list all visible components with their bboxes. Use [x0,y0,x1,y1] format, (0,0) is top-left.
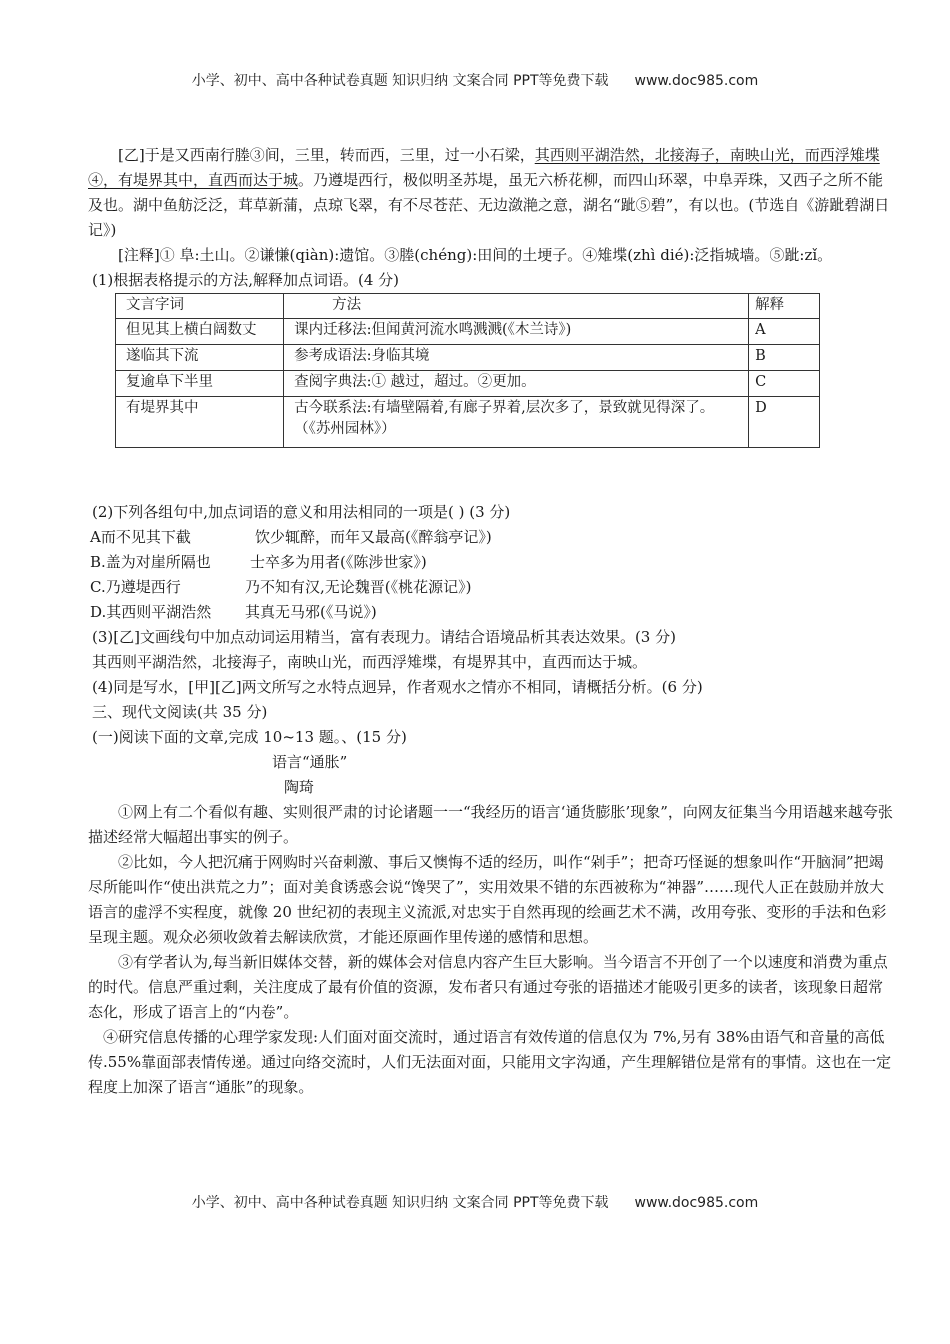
q2-options [88,525,894,625]
option-left: D.其西则平湖浩然 [90,603,212,621]
q4-prompt: (4)同是写水，[甲][乙]两文所写之水特点迥异，作者观水之情亦不相同，请概括分析。(6 分) [92,678,703,696]
q1-prompt: (1)根据表格提示的方法,解释加点词语。(4 分) [92,271,400,289]
option-left: C.乃遵堤西行 [90,578,181,596]
table-cell: C [749,371,820,397]
table-header-cell: 方法 [284,294,749,319]
section-subtitle: (一)阅读下面的文章,完成 10~13 题。、(15 分) [92,728,407,746]
q2-option-a [88,525,894,550]
table-row [116,397,820,448]
table-row [116,371,820,397]
option-left: A而不见其下截 [90,528,191,546]
option-right: 士卒多为用者(《陈涉世家》) [250,553,427,571]
table-row [116,319,820,345]
header-site: www.doc985.com [634,73,759,89]
table-cell: 复逾阜下半里 [116,371,284,397]
article-paragraph: ④研究信息传播的心理学家发现:人们面对面交流时，通过语言有效传道的信息仅为 7%,另有 38%由语气和音量的高低传.55%靠面部表情传递。通过向络交流时，人们无法面对面，只能用文字沟通，产生理解错位是常有的事情。这也在一定程度上加深了语言“通胀”的现象。 [88,1028,892,1096]
table-cell: 查阅字典法:① 越过，超过。②更加。 [284,371,749,397]
table-cell: 课内迁移法:但闻黄河流水鸣溅溅(《木兰诗》) [284,319,749,345]
passage-yi [88,143,894,243]
notes: [注释]① 阜:土山。②谦慊(qiàn):遗馆。③塍(chéng):田间的土埂子。④雉堞(zhì dié):泛指城墙。⑤跐:zǐ。 [118,246,833,264]
option-right: 乃不知有汉,无论魏晋(《桃花源记》) [245,578,472,596]
q2-option-d [88,600,894,625]
article-paragraph: ②比如，今人把沉痛于网购时兴奋刺激、事后又懊悔不适的经历，叫作“剁手”；把奇巧怪诞的想象叫作“开脑洞”把竭尽所能叫作“使出洪荒之力”；面对美食诱惑会说“馋哭了”，实用效果不错的东西被称为“神器”……现代人正在鼓励并放大语言的虚浮不实程度，就像 20 世纪初的表现主义流派,对忠实于自然再现的绘画艺术不满，改用夸张、变形的手法和色彩呈现主题。观众必须收敛着去解读欣赏，才能还原画作里传递的感情和思想。 [88,853,887,946]
q2-option-b [88,550,894,575]
table-cell: 参考成语法:身临其境 [284,345,749,371]
article-author: 陶琦 [284,778,315,796]
q2-option-c [88,575,894,600]
table-cell: 有堤界其中 [116,397,284,448]
article-paragraph: ③有学者认为,每当新旧媒体交替，新的媒体会对信息内容产生巨大影响。当今语言不开创了一个以速度和消费为重点的时代。信息严重过剩，关注度成了最有价值的资源，发布者只有通过夸张的语描述才能吸引更多的读者，该现象日超常态化，形成了语言上的“内卷”。 [88,953,888,1021]
passage-yi-intro: [乙]于是又西南行塍③间，三里，转而西，三里，过一小石梁， [118,146,535,164]
footer-text: 小学、初中、高中各种试卷真题 知识归纳 文案合同 PPT等免费下载 [191,1195,609,1211]
page-header [0,70,950,90]
passage-yi-rest: 。乃遵堤西行，极似明圣苏堤，虽无六桥花柳，而四山环翠，中阜弄珠，又西子之所不能及也。湖中鱼舫泛泛，茸草新蒲，点琼飞翠，有不尽苍茫、无边潋滟之意，湖名“跐⑤碧”，有以也。(节选自《游跐碧湖日记》) [88,171,890,239]
passage-yi-underlined: 其西则平湖浩然，北接海子，南映山光，而西浮雉堞④，有堤界其中，直西而达于城 [88,146,880,189]
section-title: 三、现代文阅读(共 35 分) [92,703,268,721]
table-cell: B [749,345,820,371]
table-row [116,345,820,371]
table-cell: 但见其上横白阔数丈 [116,319,284,345]
table-cell: 古今联系法:有墙壁隔着,有廊子界着,层次多了，景致就见得深了。（《苏州园林》） [284,397,749,448]
option-left: B.盖为对崖所隔也 [90,553,211,571]
footer-site: www.doc985.com [634,1195,759,1211]
table-cell: A [749,319,820,345]
q2-prompt: (2)下列各组句中,加点词语的意义和用法相同的一项是( ) (3 分) [92,503,511,521]
table-cell: D [749,397,820,448]
article-paragraph: ①网上有二个看似有趣、实则很严肃的讨论诸题一一“我经历的语言‘通货膨胀’现象”，向网友征集当今用语越来越夸张描述经常大幅超出事实的例子。 [88,803,893,846]
q3-quote: 其西则平湖浩然，北接海子，南映山光，而西浮雉堞，有堤界其中，直西而达于城。 [92,653,648,671]
table-cell: 遂临其下流 [116,345,284,371]
q3-prompt: (3)[乙]文画线句中加点动词运用精当，富有表现力。请结合语境品析其表达效果。(3 分) [92,628,676,646]
header-text: 小学、初中、高中各种试卷真题 知识归纳 文案合同 PPT等免费下载 [191,73,609,89]
page-footer [0,1192,950,1212]
article-title: 语言“通胀” [272,753,348,771]
option-right: 其真无马邪(《马说》) [245,603,377,621]
table-header-cell: 解释 [749,294,820,319]
table-header-cell: 文言字词 [116,294,284,319]
option-right: 饮少辄醉，而年又最高(《醉翁亭记》) [255,528,492,546]
q1-table [115,293,820,448]
table-header-row [116,294,820,319]
page-content [88,143,894,1100]
